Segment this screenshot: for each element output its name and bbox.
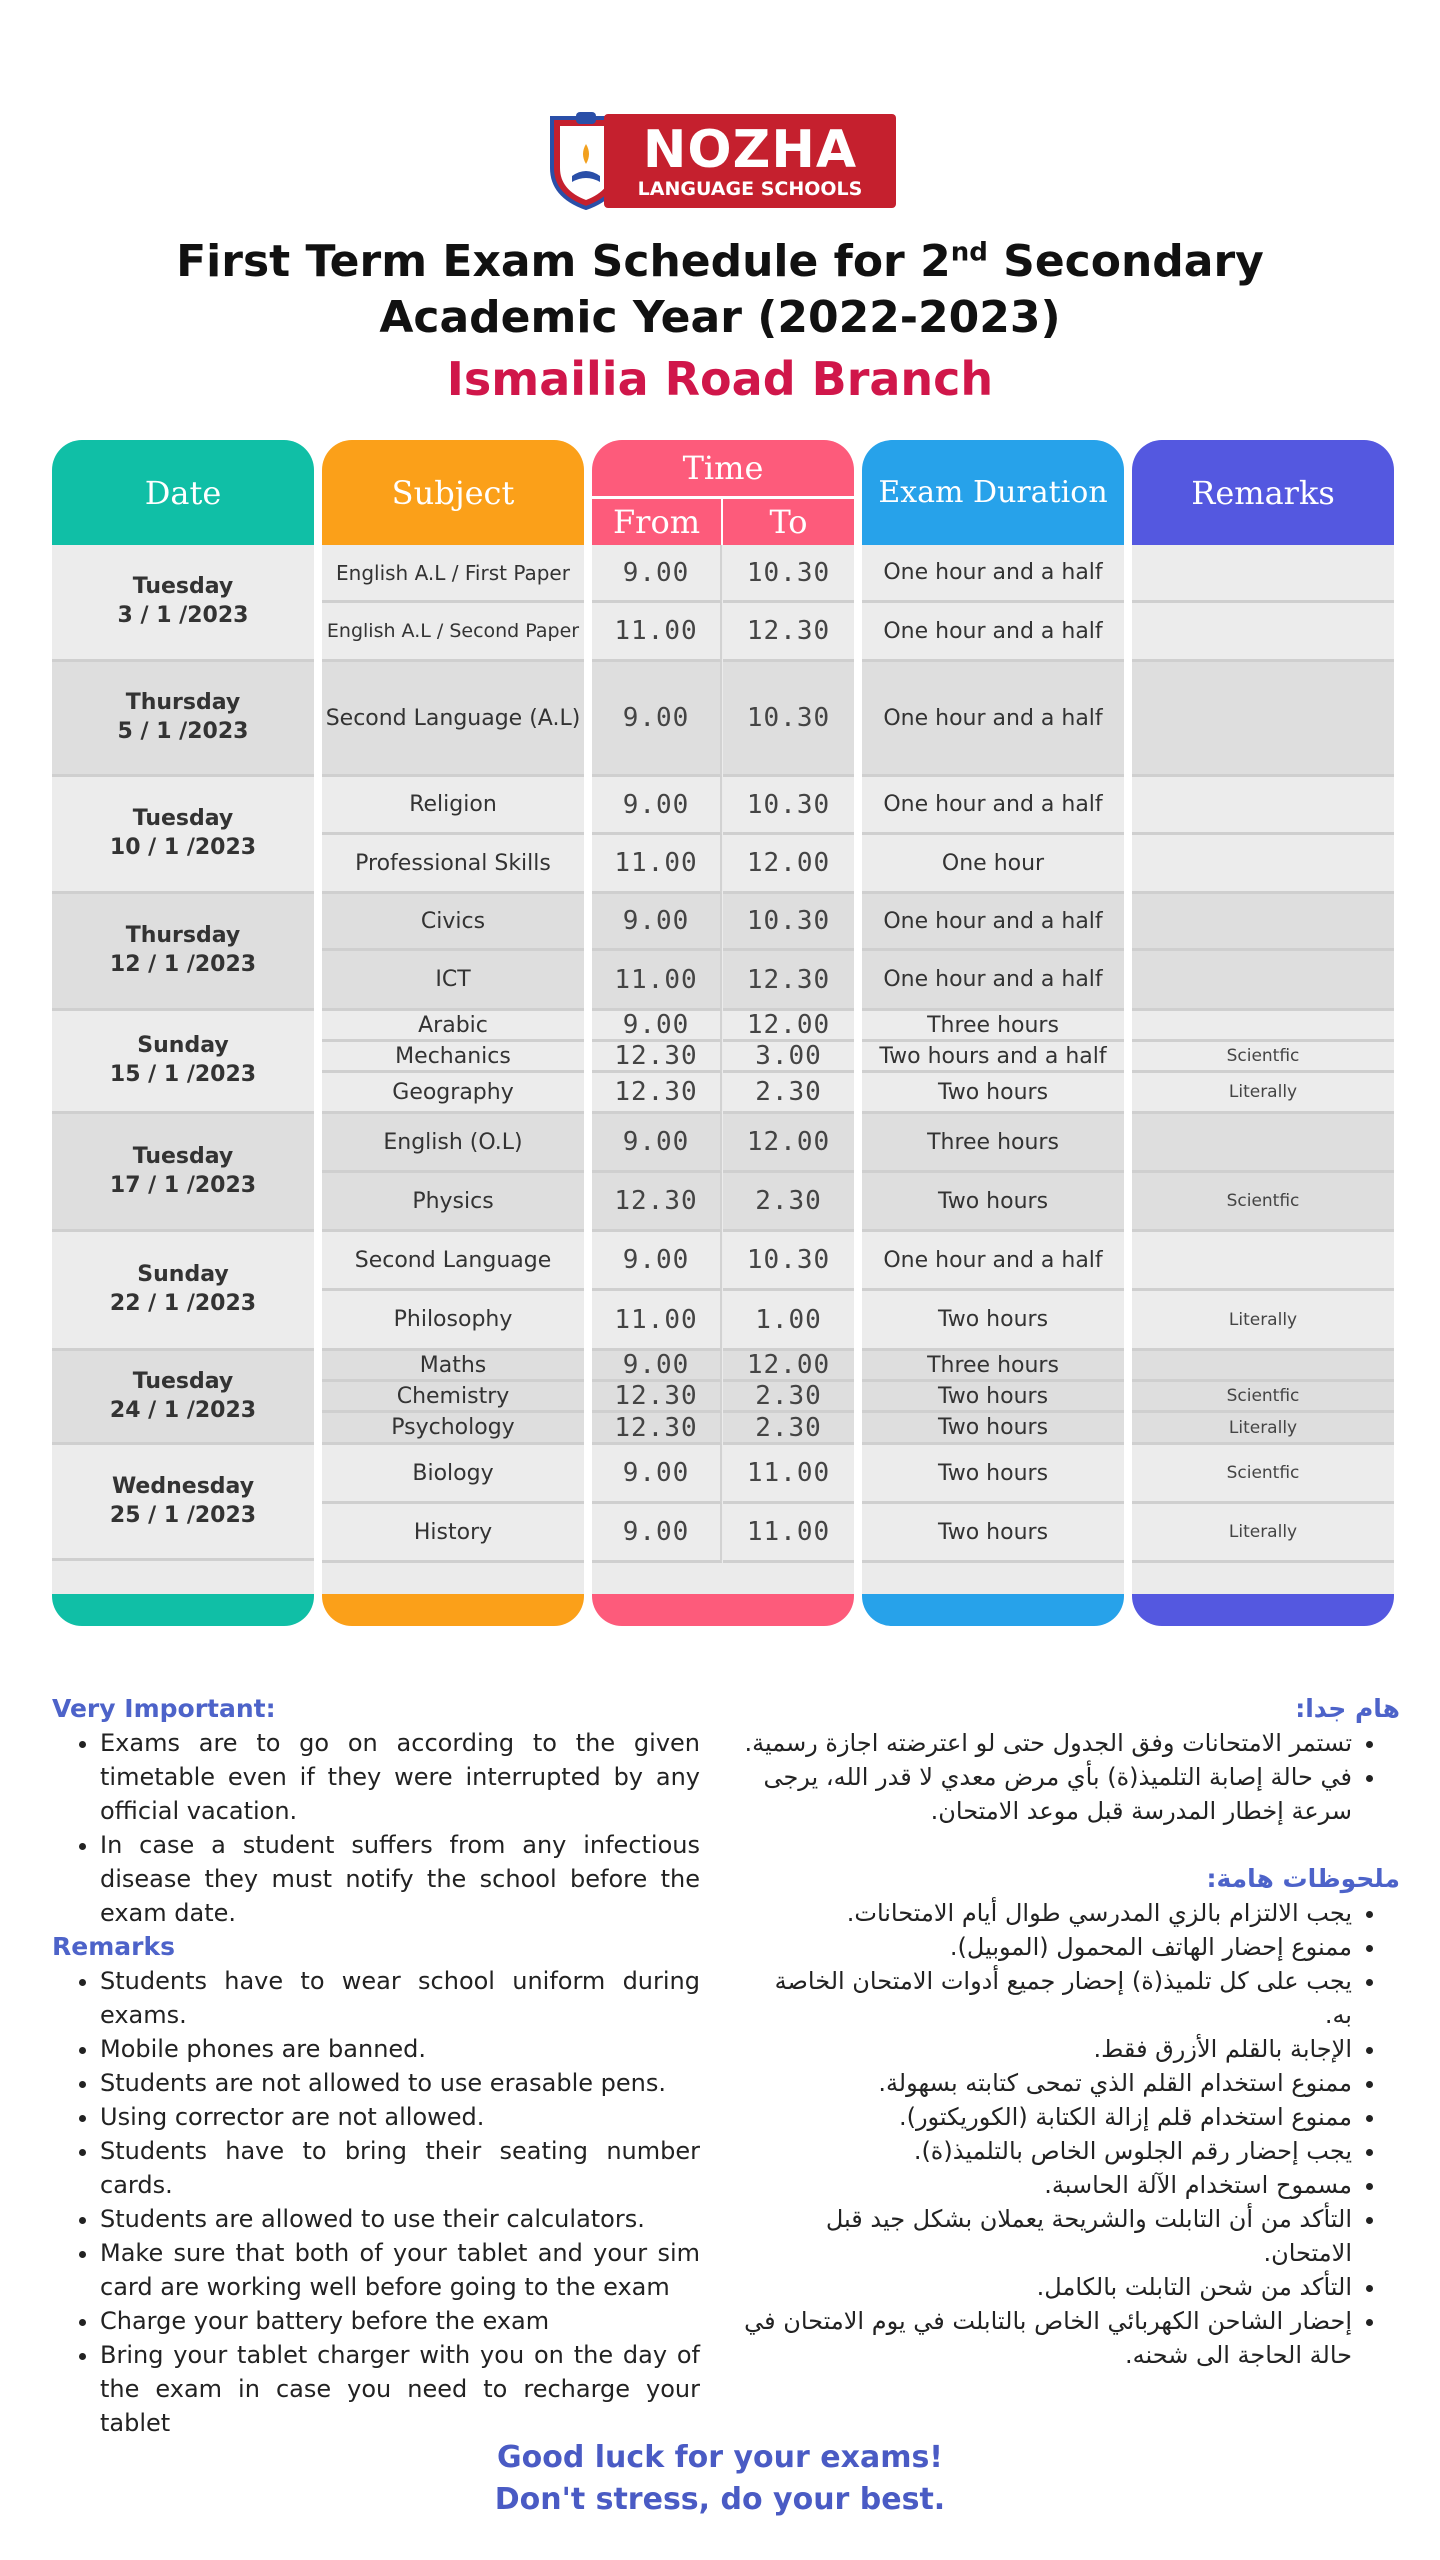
- duration-cell: Two hours: [862, 1382, 1124, 1413]
- to-time-cell: 12.00: [723, 1011, 854, 1042]
- list-item: • في حالة إصابة التلميذ(ة) بأي مرض معدي لا قدر الله، يرجى سرعة إخطار المدرسة قبل موعد الامتحان.: [740, 1760, 1352, 1828]
- from-time-cell: 11.00: [592, 951, 722, 1011]
- list-item: • Using corrector are not allowed.: [100, 2100, 700, 2134]
- subject-cell: Physics: [322, 1173, 584, 1232]
- duration-cell: Two hours: [862, 1413, 1124, 1445]
- to-time-cell: 10.30: [723, 662, 854, 777]
- from-time-cell: 9.00: [592, 1114, 722, 1173]
- subject-cell: Arabic: [322, 1011, 584, 1042]
- remark-cell: Literally: [1132, 1073, 1394, 1114]
- subject-cell: Civics: [322, 894, 584, 951]
- english-notes: [52, 1692, 700, 2440]
- to-header: To: [723, 496, 854, 545]
- remark-cell: Literally: [1132, 1504, 1394, 1563]
- duration-column: [862, 440, 1124, 1626]
- time-column-body: [592, 545, 854, 1594]
- to-time-cell: 11.00: [723, 1445, 854, 1504]
- date-cell: [52, 1232, 314, 1351]
- duration-cell: Three hours: [862, 1114, 1124, 1173]
- from-header: From: [592, 496, 723, 545]
- weekday: Tuesday: [132, 1368, 234, 1394]
- date-cell: [52, 1445, 314, 1561]
- from-time-cell: 9.00: [592, 1445, 722, 1504]
- list-item: • الإجابة بالقلم الأزرق فقط.: [740, 2032, 1352, 2066]
- duration-column-footer: [862, 1594, 1124, 1626]
- date-cell: [52, 1011, 314, 1114]
- page-title-line2: Academic Year (2022-2023): [379, 292, 1061, 343]
- weekday: Wednesday: [111, 1473, 255, 1499]
- remark-cell: [1132, 1011, 1394, 1042]
- from-time-cell: 9.00: [592, 1504, 722, 1563]
- time-header: Time: [592, 440, 854, 496]
- important-list-en: [52, 1726, 700, 1930]
- remark-cell: [1132, 545, 1394, 603]
- date-column: [52, 440, 314, 1626]
- remark-cell: [1132, 1232, 1394, 1291]
- date-column-footer: [52, 1594, 314, 1626]
- subject-cell: Chemistry: [322, 1382, 584, 1413]
- to-time-cell: 12.30: [723, 603, 854, 662]
- exam-date: 10 / 1 /2023: [109, 835, 257, 860]
- weekday: Tuesday: [132, 574, 234, 600]
- list-item: • التأكد من أن التابلت والشريحة يعملان بشكل جيد قبل الامتحان.: [740, 2202, 1352, 2270]
- to-time-cell: 3.00: [723, 1042, 854, 1073]
- list-item: • Make sure that both of your tablet and your sim card are working well before going to the exam: [100, 2236, 700, 2304]
- list-item: • ممنوع استخدام القلم الذي تمحى كتابته بسهولة.: [740, 2066, 1352, 2100]
- list-item: • تستمر الامتحانات وفق الجدول حتى لو اعترضته اجازة رسمية.: [740, 1726, 1352, 1760]
- remark-cell: [1132, 1351, 1394, 1382]
- time-column-footer: [592, 1594, 854, 1626]
- date-header: Date: [52, 440, 314, 545]
- subject-cell: Professional Skills: [322, 835, 584, 894]
- logo-name: NOZHA: [642, 120, 858, 180]
- list-item: • Students are not allowed to use erasable pens.: [100, 2066, 700, 2100]
- to-time-cell: 1.00: [723, 1291, 854, 1351]
- weekday: Tuesday: [132, 1143, 234, 1169]
- from-time-cell: 9.00: [592, 1351, 722, 1382]
- date-column-body: [52, 545, 314, 1594]
- remarks-header: Remarks: [1132, 440, 1394, 545]
- subject-cell: Second Language (A.L): [322, 662, 584, 777]
- subject-cell: Mechanics: [322, 1042, 584, 1073]
- important-heading-ar: هام جدا:: [1295, 1694, 1400, 1723]
- duration-cell: Three hours: [862, 1351, 1124, 1382]
- remark-cell: Scientfic: [1132, 1173, 1394, 1232]
- time-column: [592, 440, 854, 1626]
- from-time-cell: 9.00: [592, 662, 722, 777]
- from-time-cell: 9.00: [592, 894, 722, 951]
- subject-cell: English (O.L): [322, 1114, 584, 1173]
- branch-name: Ismailia Road Branch: [446, 352, 994, 406]
- remarks-list-en: [52, 1964, 700, 2440]
- list-item: • التأكد من شحن التابلت بالكامل.: [740, 2270, 1352, 2304]
- from-time-cell: 9.00: [592, 1011, 722, 1042]
- duration-cell: One hour and a half: [862, 1232, 1124, 1291]
- list-item: • يجب إحضار رقم الجلوس الخاص بالتلميذ(ة).: [740, 2134, 1352, 2168]
- to-time-cell: 2.30: [723, 1073, 854, 1114]
- subject-column-footer: [322, 1594, 584, 1626]
- remark-cell: [1132, 1114, 1394, 1173]
- subject-cell: History: [322, 1504, 584, 1563]
- list-item: • Students have to bring their seating number cards.: [100, 2134, 700, 2202]
- from-time-cell: 9.00: [592, 545, 722, 603]
- subject-header: Subject: [322, 440, 584, 545]
- weekday: Tuesday: [132, 806, 234, 832]
- remarks-heading-ar: ملحوظات هامة:: [1206, 1864, 1400, 1893]
- remark-cell: Scientfic: [1132, 1445, 1394, 1504]
- to-time-cell: 2.30: [723, 1413, 854, 1445]
- exam-date: 3 / 1 /2023: [117, 603, 249, 628]
- subject-column: [322, 440, 584, 1626]
- subject-cell: Religion: [322, 777, 584, 835]
- date-cell: [52, 662, 314, 777]
- remark-cell: Scientfic: [1132, 1042, 1394, 1073]
- list-item: • Students have to wear school uniform during exams.: [100, 1964, 700, 2032]
- weekday: Thursday: [125, 690, 241, 716]
- to-time-cell: 10.30: [723, 1232, 854, 1291]
- duration-cell: One hour and a half: [862, 894, 1124, 951]
- exam-date: 24 / 1 /2023: [109, 1397, 257, 1423]
- from-time-cell: 12.30: [592, 1413, 722, 1445]
- list-item: • Bring your tablet charger with you on the day of the exam in case you need to recharge your tablet: [100, 2338, 700, 2440]
- list-item: • يجب على كل تلميذ(ة) إحضار جميع أدوات الامتحان الخاصة به.: [740, 1964, 1352, 2032]
- remark-cell: [1132, 603, 1394, 662]
- exam-date: 5 / 1 /2023: [117, 719, 249, 744]
- to-time-cell: 10.30: [723, 545, 854, 603]
- remark-cell: Literally: [1132, 1413, 1394, 1445]
- logo-subtitle: LANGUAGE SCHOOLS: [637, 178, 863, 200]
- title-prefix: First Term Exam Schedule for 2: [176, 236, 951, 287]
- remark-cell: [1132, 777, 1394, 835]
- duration-header: Exam Duration: [862, 440, 1124, 545]
- remarks-heading-en: Remarks: [52, 1932, 175, 1961]
- list-item: • Exams are to go on according to the given timetable even if they were interrupted by any official vacation.: [100, 1726, 700, 1828]
- subject-cell: Psychology: [322, 1413, 584, 1445]
- list-item: • Charge your battery before the exam: [100, 2304, 700, 2338]
- logo-plate: [604, 114, 896, 208]
- weekday: Sunday: [137, 1262, 229, 1288]
- duration-cell: Two hours: [862, 1504, 1124, 1563]
- remark-cell: [1132, 662, 1394, 777]
- date-cell: [52, 894, 314, 1011]
- remarks-column-footer: [1132, 1594, 1394, 1626]
- subject-cell: Maths: [322, 1351, 584, 1382]
- remark-cell: Scientfic: [1132, 1382, 1394, 1413]
- to-time-cell: 2.30: [723, 1173, 854, 1232]
- remark-cell: [1132, 835, 1394, 894]
- duration-column-body: [862, 545, 1124, 1594]
- duration-cell: One hour and a half: [862, 777, 1124, 835]
- duration-cell: One hour and a half: [862, 603, 1124, 662]
- duration-cell: One hour and a half: [862, 951, 1124, 1011]
- to-time-cell: 12.00: [723, 1114, 854, 1173]
- date-cell: [52, 777, 314, 894]
- list-item: • ممنوع استخدام قلم إزالة الكتابة (الكوريكتور).: [740, 2100, 1352, 2134]
- subject-cell: Second Language: [322, 1232, 584, 1291]
- duration-cell: Two hours: [862, 1073, 1124, 1114]
- exam-date: 12 / 1 /2023: [109, 952, 257, 977]
- remarks-column-body: [1132, 545, 1394, 1594]
- subject-cell: Geography: [322, 1073, 584, 1114]
- remark-cell: [1132, 894, 1394, 951]
- to-time-cell: 12.00: [723, 835, 854, 894]
- list-item: • يجب الالتزام بالزي المدرسي طوال أيام الامتحانات.: [740, 1896, 1352, 1930]
- subject-cell: English A.L / Second Paper: [322, 603, 584, 662]
- list-item: • ممنوع إحضار الهاتف المحمول (الموبيل).: [740, 1930, 1352, 1964]
- list-item: • إحضار الشاحن الكهربائي الخاص بالتابلت في يوم الامتحان في حالة الحاجة الى شحنه.: [740, 2304, 1352, 2372]
- exam-date: 22 / 1 /2023: [109, 1291, 257, 1316]
- to-time-cell: 11.00: [723, 1504, 854, 1563]
- to-time-cell: 10.30: [723, 777, 854, 835]
- footer-line1: Good luck for your exams!: [497, 2440, 943, 2475]
- from-time-cell: 11.00: [592, 835, 722, 894]
- from-time-cell: 12.30: [592, 1382, 722, 1413]
- remark-cell: [1132, 951, 1394, 1011]
- school-logo: [546, 110, 896, 210]
- list-item: • مسموح استخدام الآلة الحاسبة.: [740, 2168, 1352, 2202]
- weekday: Sunday: [137, 1033, 229, 1059]
- date-cell: [52, 545, 314, 662]
- weekday: Thursday: [125, 923, 241, 949]
- subject-cell: Philosophy: [322, 1291, 584, 1351]
- duration-cell: Two hours: [862, 1291, 1124, 1351]
- exam-date: 17 / 1 /2023: [109, 1172, 257, 1198]
- arabic-notes: [740, 1692, 1400, 2372]
- remarks-column: [1132, 440, 1394, 1626]
- footer-line2: Don't stress, do your best.: [494, 2482, 946, 2517]
- list-item: • In case a student suffers from any infectious disease they must notify the school before the exam date.: [100, 1828, 700, 1930]
- duration-cell: Two hours and a half: [862, 1042, 1124, 1073]
- to-time-cell: 2.30: [723, 1382, 854, 1413]
- from-time-cell: 12.30: [592, 1073, 722, 1114]
- to-time-cell: 10.30: [723, 894, 854, 951]
- duration-cell: One hour and a half: [862, 662, 1124, 777]
- from-time-cell: 12.30: [592, 1042, 722, 1073]
- to-time-cell: 12.00: [723, 1351, 854, 1382]
- duration-cell: Two hours: [862, 1445, 1124, 1504]
- exam-date: 15 / 1 /2023: [109, 1062, 257, 1087]
- duration-cell: One hour: [862, 835, 1124, 894]
- from-time-cell: 9.00: [592, 1232, 722, 1291]
- page-title-line1: [0, 236, 1440, 287]
- from-time-cell: 9.00: [592, 777, 722, 835]
- subject-column-body: [322, 545, 584, 1594]
- important-heading-en: Very Important:: [52, 1694, 276, 1723]
- subject-cell: Biology: [322, 1445, 584, 1504]
- from-time-cell: 12.30: [592, 1173, 722, 1232]
- to-time-cell: 12.30: [723, 951, 854, 1011]
- remarks-list-ar: [740, 1896, 1400, 2372]
- title-suffix: Secondary: [987, 236, 1264, 287]
- duration-cell: Two hours: [862, 1173, 1124, 1232]
- important-list-ar: [740, 1726, 1400, 1828]
- duration-cell: One hour and a half: [862, 545, 1124, 603]
- remark-cell: Literally: [1132, 1291, 1394, 1351]
- subject-cell: English A.L / First Paper: [322, 545, 584, 603]
- list-item: • Mobile phones are banned.: [100, 2032, 700, 2066]
- duration-cell: Three hours: [862, 1011, 1124, 1042]
- date-cell: [52, 1351, 314, 1445]
- list-item: • Students are allowed to use their calculators.: [100, 2202, 700, 2236]
- exam-date: 25 / 1 /2023: [109, 1502, 257, 1528]
- subject-cell: ICT: [322, 951, 584, 1011]
- date-cell: [52, 1114, 314, 1232]
- from-time-cell: 11.00: [592, 1291, 722, 1351]
- from-time-cell: 11.00: [592, 603, 722, 662]
- title-sup: nd: [950, 237, 988, 268]
